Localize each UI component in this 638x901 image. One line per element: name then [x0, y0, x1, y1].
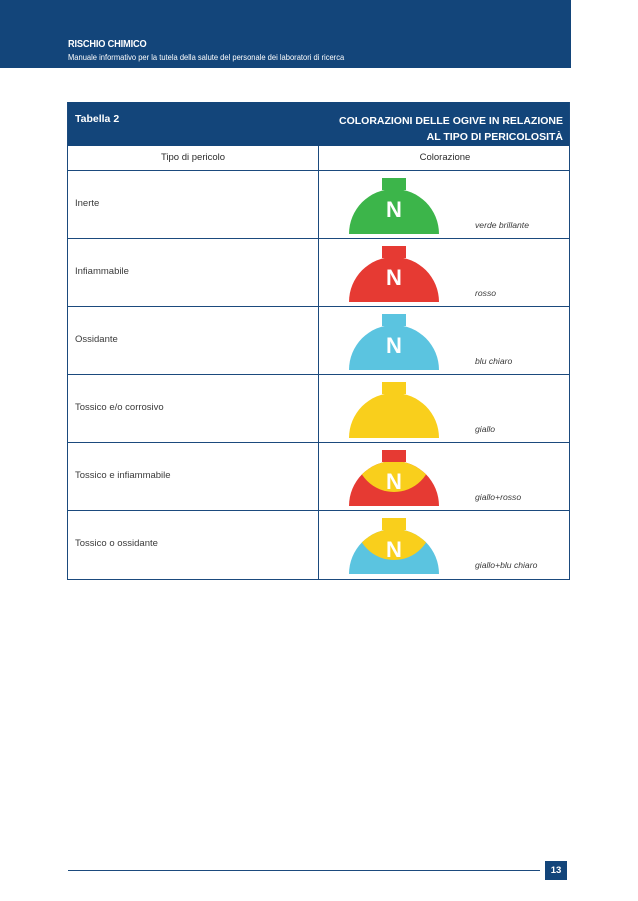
table-row — [68, 375, 569, 443]
color-name: blu chiaro — [475, 356, 513, 366]
hazard-type: Tossico o ossidante — [75, 538, 158, 549]
hazard-type: Ossidante — [75, 334, 118, 345]
color-name: verde brillante — [475, 220, 529, 230]
hazard-cell — [68, 443, 318, 510]
footer-divider — [68, 870, 540, 871]
color-name: giallo+blu chiaro — [475, 560, 538, 570]
table-title-line2: AL TIPO DI PERICOLOSITÀ — [426, 131, 563, 143]
hazard-cell — [68, 307, 318, 374]
color-cell — [318, 375, 571, 442]
table-header — [68, 102, 569, 146]
hazard-type: Infiammabile — [75, 266, 129, 277]
hazard-type: Inerte — [75, 198, 100, 209]
header-subtitle: Manuale informativo per la tutela della salute del personale dei laboratori di ricerca — [68, 52, 345, 62]
color-cell — [318, 307, 571, 374]
table-title — [263, 113, 563, 145]
column-header-hazard: Tipo di pericolo — [160, 152, 226, 163]
color-name: rosso — [475, 288, 497, 298]
table-row — [68, 307, 569, 375]
hazard-type: Tossico e/o corrosivo — [75, 402, 164, 413]
ogive-letter: N — [386, 333, 402, 358]
ogive-letter: N — [386, 197, 402, 222]
light-blue-ogive-icon — [348, 314, 440, 370]
hazard-type: Tossico e infiammabile — [75, 470, 171, 481]
ogive-letter: N — [386, 469, 402, 494]
yellow-ogive-icon — [348, 382, 440, 438]
hazard-cell — [68, 171, 318, 238]
color-cell — [318, 443, 571, 510]
color-name: giallo+rosso — [475, 492, 522, 502]
hazard-cell — [68, 511, 318, 579]
red-ogive-icon — [348, 246, 440, 302]
ogive-color-table — [67, 102, 570, 580]
color-cell — [318, 171, 571, 238]
table-row — [68, 239, 569, 307]
column-header-color: Colorazione — [318, 146, 571, 170]
color-name: giallo — [475, 424, 496, 434]
color-cell — [318, 239, 571, 306]
green-ogive-icon — [348, 178, 440, 234]
page-header — [0, 0, 571, 68]
yellow-red-ogive-icon — [348, 450, 440, 506]
table-label: Tabella 2 — [75, 113, 120, 125]
yellow-light-blue-ogive-icon — [348, 518, 440, 574]
ogive-letter: N — [386, 265, 402, 290]
color-cell — [318, 511, 571, 579]
ogive-letter: N — [386, 537, 402, 562]
table-row — [68, 443, 569, 511]
table-row — [68, 511, 569, 579]
hazard-cell — [68, 375, 318, 442]
column-headers — [68, 146, 569, 171]
page-number: 13 — [545, 861, 567, 880]
header-title: RISCHIO CHIMICO — [68, 38, 147, 50]
table-title-line1: COLORAZIONI DELLE OGIVE IN RELAZIONE — [338, 115, 563, 127]
hazard-cell — [68, 239, 318, 306]
table-row — [68, 171, 569, 239]
